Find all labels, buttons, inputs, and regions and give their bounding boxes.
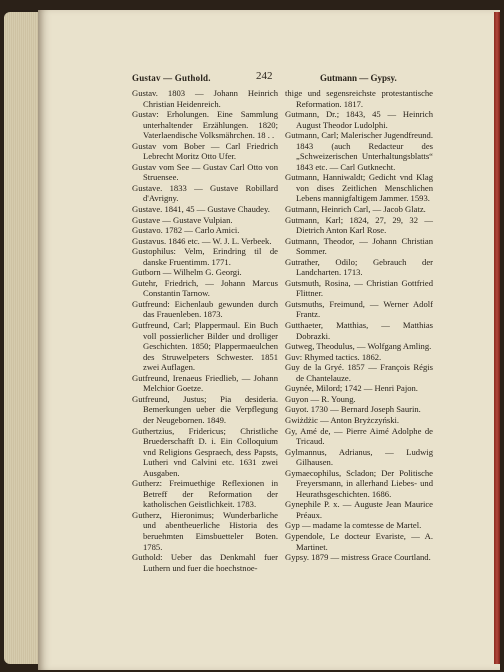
index-entry: Gutsmuths, Freimund, — Werner Adolf Frantz. <box>285 298 433 320</box>
index-entry: Guv: Rhymed tactics. 1862. <box>285 351 382 362</box>
index-entry: Gutmann, Karl; 1824, 27, 29, 32 — Dietrich Anton Karl Rose. <box>285 214 433 236</box>
header-right-range: Gutmann — Gypsy. <box>320 73 397 83</box>
index-entry: Guthertzius, Fridericus; Christliche Bruederschafft D. i. Ein Colloquium vnd Religions Gespraech, dess Papsts, Lutheri vnd Calvini etc. 1631 zwei Ausgaben. <box>132 425 278 478</box>
index-entry: Gutmann, Theodor, — Johann Christian Sommer. <box>285 235 433 257</box>
index-entry: Gylmannus, Adrianus, — Ludwig Gilhausen. <box>285 446 433 468</box>
index-entry: Gutthaeter, Matthias, — Matthias Dobrazki. <box>285 320 433 341</box>
index-entry: Gwiżdżic — Anton Bryżczyński. <box>285 414 400 425</box>
index-entry: Gynephile P. x. — Auguste Jean Maurice Préaux. <box>285 499 433 520</box>
index-entry: Gutmann, Dr.; 1843, 45 — Heinrich August Theodor Ludolphi. <box>285 109 433 130</box>
index-entry: Gy, Amé de, — Pierre Aimé Adolphe de Tricaud. <box>285 425 433 447</box>
index-entry: Gustave. 1833 — Gustave Robillard d'Avrigny. <box>132 182 278 204</box>
book-edge-red <box>494 12 500 664</box>
index-entry: Guyon — R. Young. <box>285 393 356 404</box>
index-entry: Gutehr, Friedrich, — Johann Marcus Constantin Tarnow. <box>132 277 278 299</box>
index-entry: Gutfreund: Eichenlaub gewunden durch das Frauenleben. 1873. <box>132 298 278 320</box>
index-entry: Gutborn — Wilhelm G. Georgi. <box>132 267 242 278</box>
index-entry: Gustavus. 1846 etc. — W. J. L. Verbeek. <box>132 235 272 246</box>
left-column <box>132 88 278 573</box>
index-entry: Gutrather, Odilo; Gebrauch der Landcharten. 1713. <box>285 256 433 278</box>
running-header <box>132 70 432 84</box>
index-entry: Gustophilus: Velm, Erindring til de danske Fruentimm. 1771. <box>132 246 278 267</box>
index-entry: Gustav. 1803 — Johann Heinrich Christian Heidenreich. <box>132 88 278 109</box>
index-entry: Gymaecophilus, Scladon; Der Politische Freyersmann, in allerhand Liebes- und Heurathsgeschichten. 1686. <box>285 467 433 499</box>
index-entry: Gutherz, Hieronimus; Wunderbarliche und abentheuerliche Historia des beruehmten Eimsbuetteler Boten. 1785. <box>132 509 278 552</box>
book-page-edges <box>4 12 38 664</box>
index-entry: Gutfreund, Irenaeus Friedlieb, — Johann Melchior Goetze. <box>132 372 278 394</box>
index-entry: Gypendole, Le docteur Evariste, — A. Martinet. <box>285 530 433 552</box>
right-column <box>285 88 433 563</box>
header-left-range: Gustav — Guthold. <box>132 73 211 83</box>
index-entry: Gutmann, Hanniwaldt; Gedicht vnd Klag von dises Zeitlichen Menschlichen Lebens mannigfaltigem Jammer. 1593. <box>285 172 433 204</box>
index-entry: Gypsy. 1879 — mistress Grace Courtland. <box>285 552 431 563</box>
index-entry: Gustave — Gustave Vulpian. <box>132 214 233 225</box>
index-entry: Guyot. 1730 — Bernard Joseph Saurin. <box>285 404 421 415</box>
index-entry: Gutfreund, Justus; Pia desideria. Bemerkungen ueber die Verpflegung der Neugebornen. 1849. <box>132 393 278 425</box>
index-entry: Gustave. 1841, 45 — Gustave Chaudey. <box>132 204 270 215</box>
index-entry: Gustav: Erholungen. Eine Sammlung unterhaltender Erzählungen. 1820; Vaterlaendische Volksmährchen. 18 . . <box>132 109 278 141</box>
page-number: 242 <box>256 70 273 82</box>
index-entry: Guy de la Gryé. 1857 — François Régis de Chantelauze. <box>285 362 433 383</box>
index-entry: Gutmann, Carl; Malerischer Jugendfreund. 1843 (auch Redacteur des „Schweizerischen Unterhaltungsblatts“ 1843 etc. — Carl Gutknecht. <box>285 130 433 172</box>
index-entry: Gutsmuth, Rosina, — Christian Gottfried Flittner. <box>285 277 433 299</box>
index-entry: Gutmann, Heinrich Carl, — Jacob Glatz. <box>285 204 426 215</box>
index-entry: thige und segensreichste protestantische Reformation. 1817. <box>285 88 433 109</box>
index-entry: Gutweg, Theodulus, — Wolfgang Amling. <box>285 341 432 352</box>
index-entry: Guynée, Milord; 1742 — Henri Pajon. <box>285 383 418 394</box>
index-entry: Gutherz: Freimuethige Reflexionen in Betreff der Reformation der katholischen Geistlichkeit. 1783. <box>132 478 278 510</box>
index-entry: Gustav vom Bober — Carl Friedrich Lebrecht Moritz Otto Ufer. <box>132 140 278 162</box>
index-entry: Gutfreund, Carl; Plappermaul. Ein Buch voll possierlicher Bilder und drolliger Geschichten. 1850; Plappermaeulchen des Struwelpeters Schwester. 1851 zwei Auflagen. <box>132 320 278 373</box>
index-entry: Gustav vom See — Gustav Carl Otto von Struensee. <box>132 161 278 183</box>
index-entry: Guthold: Ueber das Denkmahl fuer Luthern und fuer die hoechstnoe- <box>132 552 278 573</box>
index-entry: Gyp — madame la comtesse de Martel. <box>285 520 422 531</box>
index-entry: Gustavo. 1782 — Carlo Amici. <box>132 225 240 236</box>
